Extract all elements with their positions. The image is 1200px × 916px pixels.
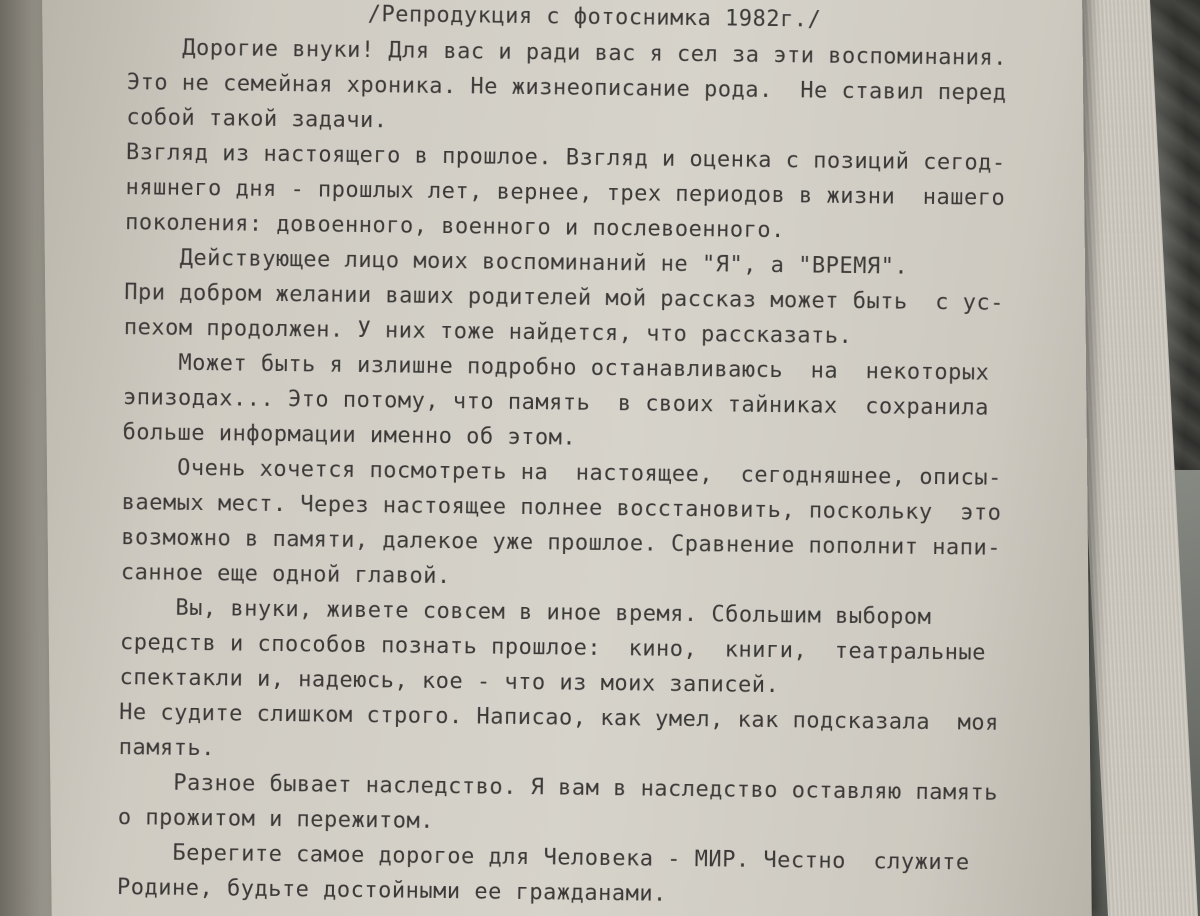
text-line: Не судите слишком строго. Написао, как умел, как подсказала моя [119,700,999,736]
text-line: Берегите самое дорогое для Человека - МИР. Честно служите [117,840,970,876]
text-line: возможно в памяти, далекое уже прошлое. Сравнение пополнит напи- [121,525,1002,561]
text-line: поколения: довоенного, военного и послевоенного. [124,210,786,244]
text-line: эпизодах... Это потому, что память в своих тайниках сохранила [122,385,990,421]
page-text-block [116,0,1128,907]
text-line: Родине, будьте достойными ее гражданами. [116,875,667,907]
text-line: Разное бывает наследство. Я вам в наследство оставляю память [118,770,999,806]
text-line: пехом продолжен. У них тоже найдется, что рассказать. [123,315,853,349]
text-line: память. [118,735,216,762]
page-header: /Репродукция с фотоснимка 1982г./ [367,2,822,33]
text-line: Дорогие внуки! Для вас и ради вас я сел за эти воспоминания. [127,35,1008,71]
text-line: собой такой задачи. [126,105,388,134]
text-line: Очень хочется посмотреть на настоящее, сегодняшнее, описы- [121,455,1002,491]
text-line: спектакли и, надеюсь, кое - что из моих записей. [119,665,780,699]
typewritten-page [42,0,1092,916]
text-line: Может быть я излишне подробно останавливаюсь на некоторых [123,350,990,386]
text-line: няшнего дня - прошлых лет, вернее, трех периодов в жизни нашего [125,175,1006,211]
text-line: ваемых мест. Через настоящее полнее восстановить, поскольку это [121,490,1002,526]
text-line: Это не семейная хроника. Не жизнеописание рода. Не ставил перед [126,70,1007,106]
text-line: о прожитом и пережитом. [117,805,435,834]
text-line: санное еще одной главой. [120,560,451,590]
text-line: Взгляд из настоящего в прошлое. Взгляд и оценка с позиций сегод- [125,140,1006,176]
text-line: средств и способов познать прошлое: кино, книги, театральные [119,630,987,666]
text-line: Действующее лицо моих воспоминаний не "Я", а "ВРЕМЯ". [124,245,909,280]
text-line: больше информации именно об этом. [122,420,577,451]
text-line: Вы, внуки, живете совсем в иное время. Сбольшим выбором [120,595,932,630]
text-line: При добром желании ваших родителей мой рассказ может быть с ус- [124,280,1005,316]
